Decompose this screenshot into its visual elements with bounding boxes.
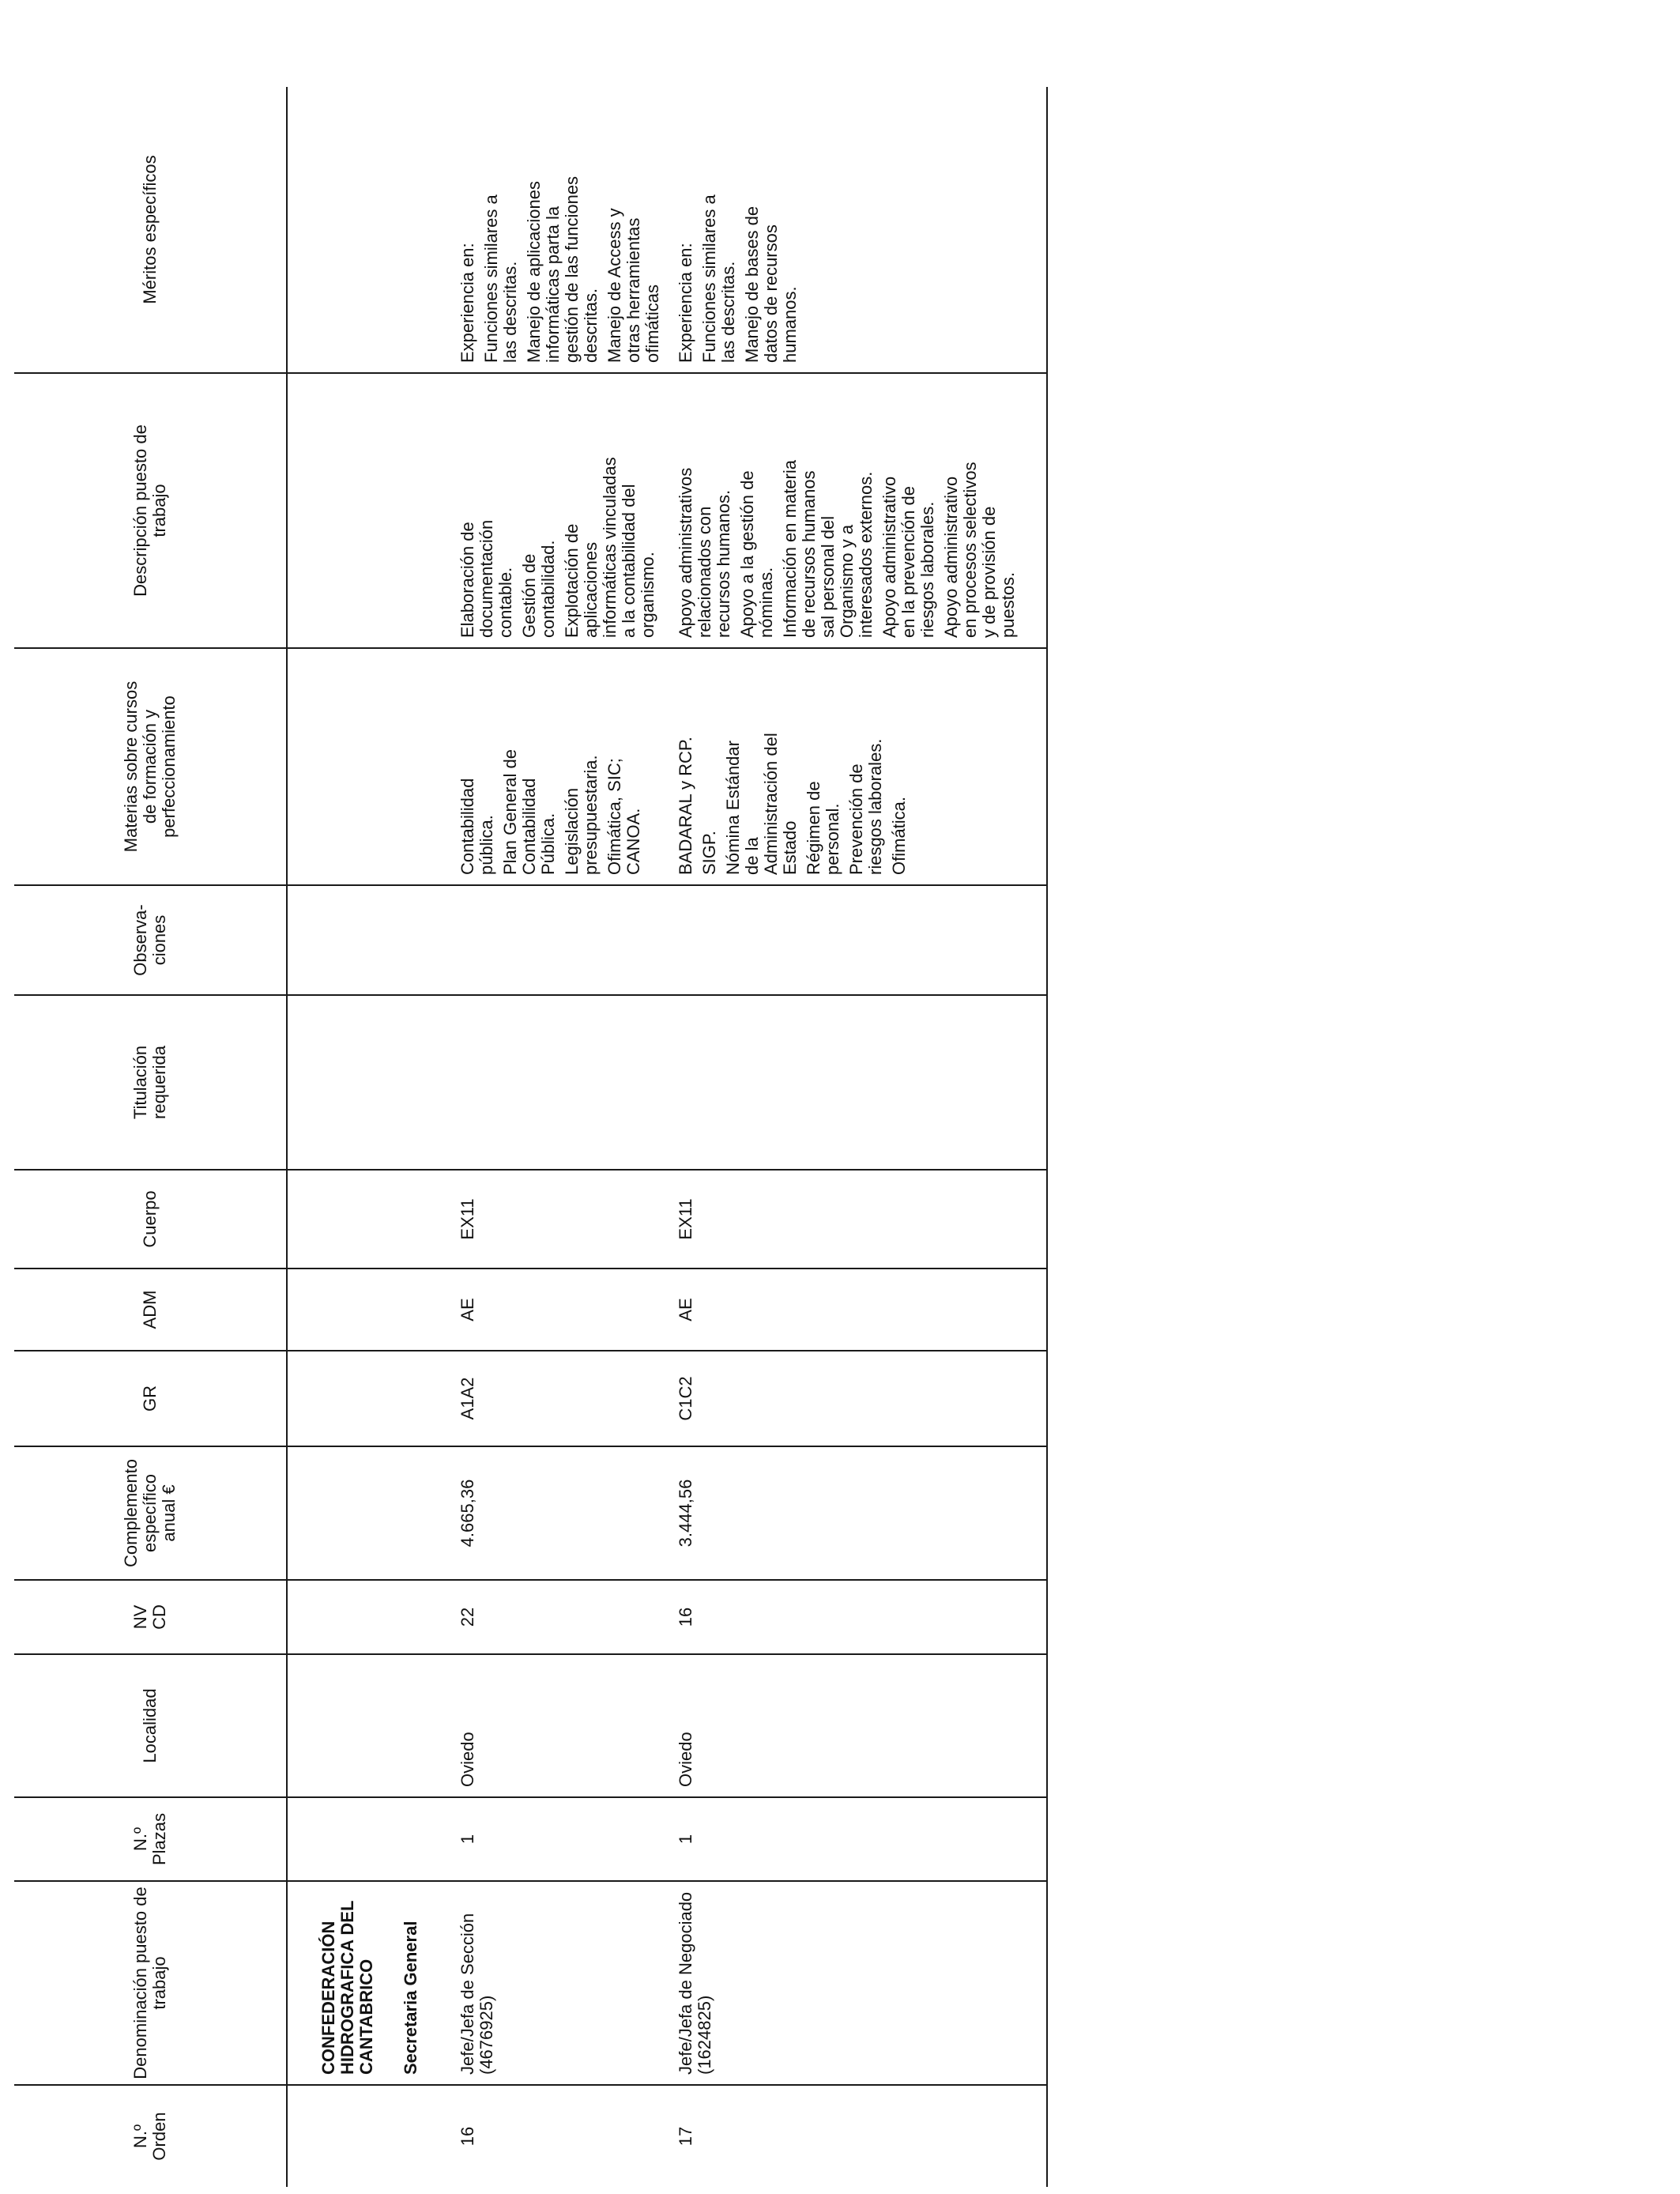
list-item: Funciones similares a las descritas. [699, 194, 738, 363]
header-meritos [14, 87, 287, 373]
table-row [452, 87, 667, 2187]
cell-meritos [667, 87, 1047, 373]
list-item: Apoyo administrativos relacionados con recursos humanos. [676, 467, 733, 638]
header-label: NV CD [130, 1604, 169, 1630]
cell-nivel: 22 [452, 1580, 667, 1654]
cell-materias [667, 648, 1047, 885]
section-row [316, 87, 452, 2187]
organization-title: CONFEDERACIÓN HIDROGRAFICA DEL CANTABRICO [318, 1900, 376, 2075]
cell-gr: C1C2 [667, 1351, 1047, 1446]
header-gr [14, 1351, 287, 1446]
header-label: Descripción puesto de trabajo [130, 424, 169, 597]
list-item: SIGP. [699, 831, 719, 875]
header-label: Titulación requerida [130, 1045, 169, 1120]
list-item: Experiencia en: [458, 243, 477, 363]
header-orden [14, 2085, 287, 2187]
list-item: Funciones similares a las descritas. [481, 194, 520, 363]
cell-orden: 16 [458, 2126, 477, 2147]
cell-adm: AE [452, 1269, 667, 1351]
cell-titulacion [452, 995, 667, 1170]
header-plazas [14, 1797, 287, 1881]
cell-descripcion [667, 373, 1047, 648]
header-denominacion [14, 1881, 287, 2085]
header-label: Materias sobre cursos de formación y perfeccionamiento [121, 680, 179, 853]
table-row [667, 87, 1047, 2187]
list-item: Manejo de aplicaciones informáticas parta la gestión de las funciones descritas. [524, 175, 601, 363]
header-label: N.º Orden [130, 2112, 169, 2161]
list-item: BADARAL y RCP. [676, 737, 695, 875]
spacer-row [287, 87, 316, 2187]
list-item: Plan General de Contabilidad Pública. [500, 749, 558, 875]
list-item: Legislación presupuestaria. [562, 755, 601, 875]
list-item: Experiencia en: [676, 243, 695, 363]
list-item: Ofimática, SIC; CANOA. [605, 758, 643, 875]
list-item: Prevención de riesgos laborales. [846, 738, 885, 875]
header-label: Denominación puesto de trabajo [130, 1887, 169, 2079]
list-item: Apoyo administrativo en la prevención de riesgos laborales. [880, 476, 937, 638]
list-item: Contabilidad pública. [458, 778, 496, 875]
cell-complemento: 4.665,36 [452, 1446, 667, 1580]
header-materias [14, 648, 287, 885]
list-item: Gestión de contabilidad. [519, 540, 558, 638]
header-complemento [14, 1446, 287, 1580]
list-item: Ofimática. [889, 796, 909, 875]
department-title: Secretaria General [401, 1921, 420, 2075]
header-label: Observa- ciones [130, 904, 169, 976]
cell-adm: AE [667, 1269, 1047, 1351]
cell-descripcion [452, 373, 667, 648]
cell-plazas: 1 [667, 1797, 1047, 1881]
header-label: Cuerpo [140, 1190, 160, 1248]
cell-denominacion: Jefe/Jefa de Negociado (1624825) [667, 1881, 1047, 2085]
cell-localidad: Oviedo [667, 1654, 1047, 1797]
header-nivel [14, 1580, 287, 1654]
list-item: Elaboración de documentación contable. [458, 519, 515, 638]
header-label: Complemento específico anual € [121, 1459, 179, 1567]
header-label: GR [140, 1385, 160, 1412]
cell-complemento: 3.444,56 [667, 1446, 1047, 1580]
header-label: ADM [140, 1290, 160, 1329]
cell-meritos [452, 87, 667, 373]
positions-table [14, 87, 1048, 2187]
header-cuerpo [14, 1170, 287, 1269]
header-label: Méritos específicos [140, 155, 160, 304]
list-item: Manejo de Access y otras herramientas ofimáticas [605, 208, 662, 363]
cell-materias [452, 648, 667, 885]
header-row [14, 87, 287, 2187]
cell-localidad: Oviedo [452, 1654, 667, 1797]
cell-orden: 17 [667, 2085, 1047, 2187]
cell-cuerpo: EX11 [667, 1170, 1047, 1269]
header-label: N.º Plazas [130, 1812, 169, 1866]
cell-titulacion [667, 995, 1047, 1170]
list-item: Información en materia de recursos humanos sal personal del Organismo y a interesados externos. [780, 460, 876, 638]
header-localidad [14, 1654, 287, 1797]
list-item: Manejo de bases de datos de recursos humanos. [742, 205, 800, 363]
cell-cuerpo: EX11 [452, 1170, 667, 1269]
cell-denominacion: Jefe/Jefa de Sección (4676925) [452, 1881, 667, 2085]
header-adm [14, 1269, 287, 1351]
cell-plazas: 1 [452, 1797, 667, 1881]
list-item: Explotación de aplicaciones informáticas vinculadas a la contabilidad del organismo. [562, 457, 657, 638]
list-item: Nómina Estándar de la Administración del Estado [723, 733, 800, 875]
header-titulacion [14, 995, 287, 1170]
header-label: Localidad [140, 1688, 160, 1763]
cell-nivel: 16 [667, 1580, 1047, 1654]
cell-observaciones [667, 885, 1047, 995]
cell-gr: A1A2 [452, 1351, 667, 1446]
header-descripcion [14, 373, 287, 648]
list-item: Apoyo administrativo en procesos selectivos y de provisión de puestos. [941, 462, 1018, 638]
header-observaciones [14, 885, 287, 995]
list-item: Apoyo a la gestión de nóminas. [737, 470, 776, 638]
cell-observaciones [452, 885, 667, 995]
list-item: Régimen de personal. [804, 781, 842, 875]
